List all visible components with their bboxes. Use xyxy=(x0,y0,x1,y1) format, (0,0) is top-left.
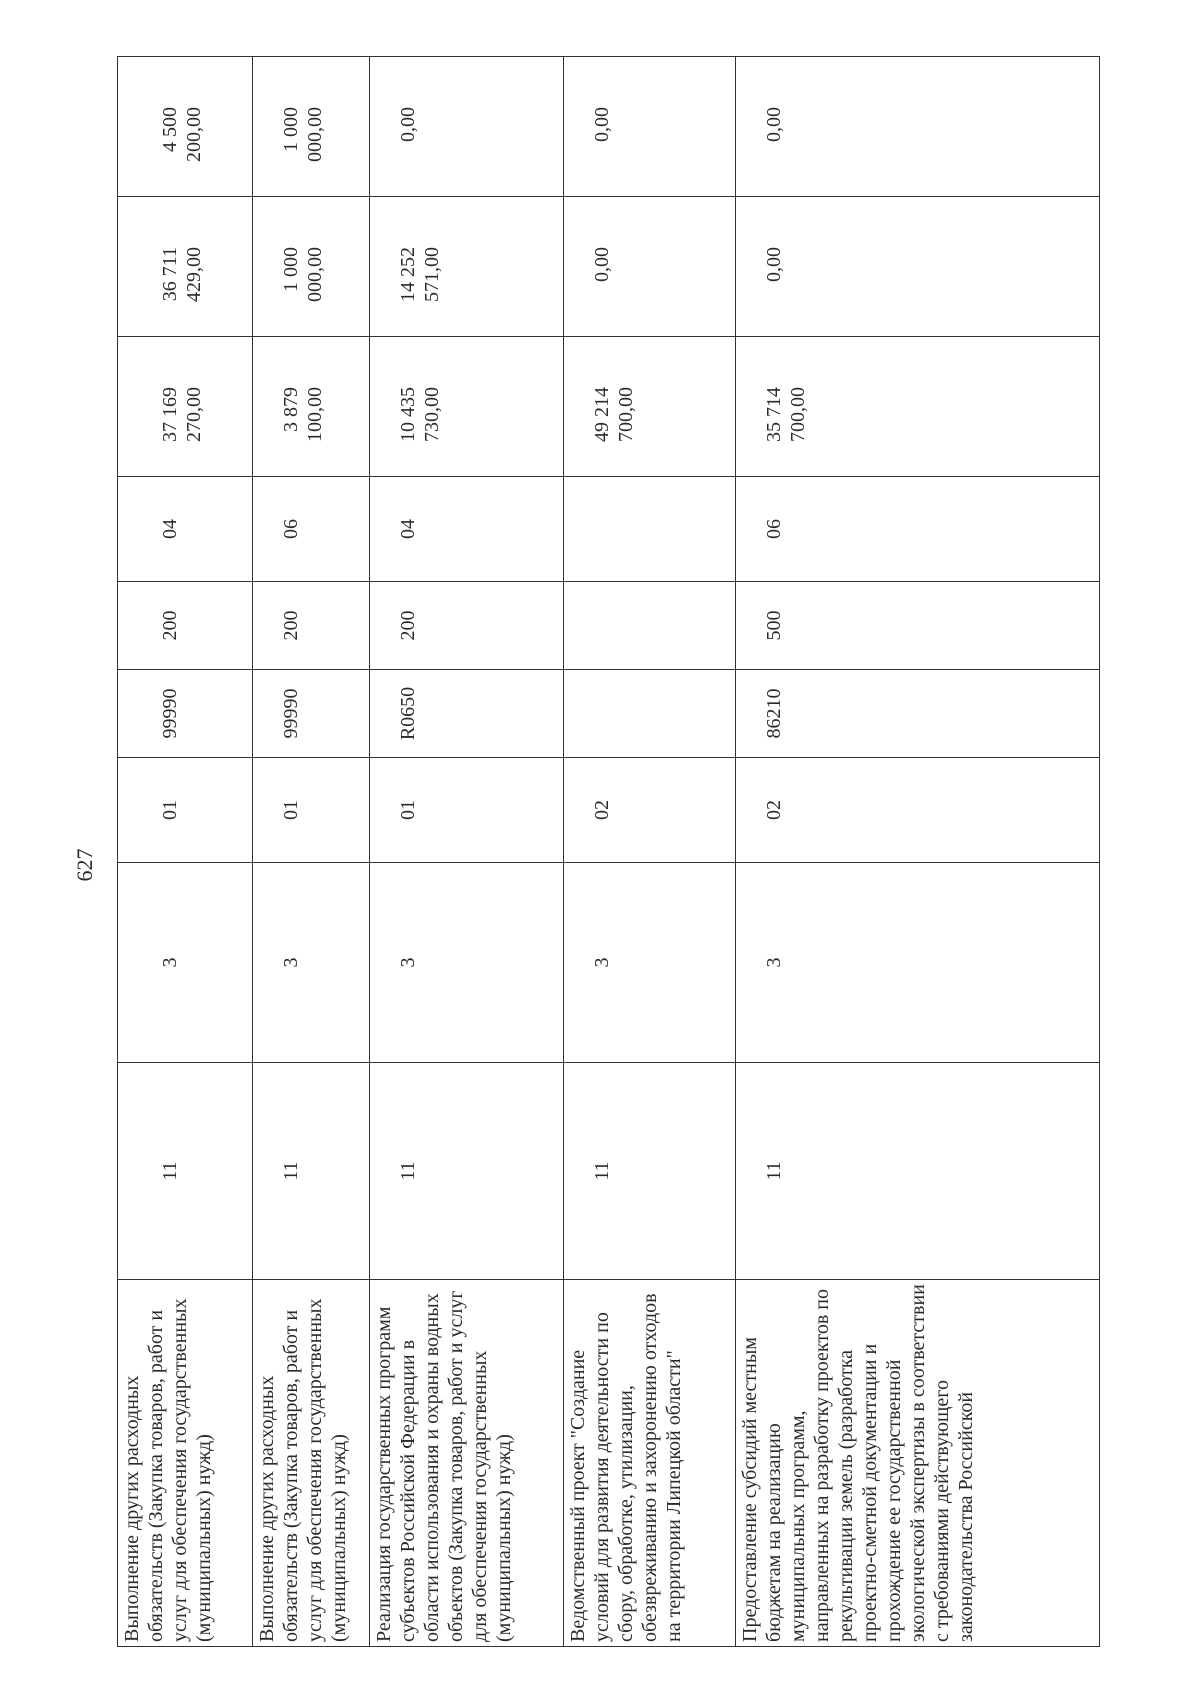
code-column-5: 500 xyxy=(736,582,1100,670)
code-column-2: 3 xyxy=(736,863,1100,1063)
code-column-1: 11 xyxy=(370,1063,564,1280)
code-column-5: 200 xyxy=(253,582,370,670)
row-description: Ведомственный проект "Создание условий для развития деятельности по сбору, обработке, утилизации, обезвреживанию и захоронению отходов на территории Липецкой области" xyxy=(564,1280,736,1647)
amount-1: 3 879 100,00 xyxy=(253,337,370,477)
row-description: Выполнение других расходных обязательств (Закупка товаров, работ и услуг для обеспечения государственных (муниципальных) нужд) xyxy=(253,1280,370,1647)
code-column-3: 01 xyxy=(370,758,564,863)
amount-2: 1 000 000,00 xyxy=(253,197,370,337)
code-column-1: 11 xyxy=(253,1063,370,1280)
row-description: Предоставление субсидий местным бюджетам на реализацию муниципальных программ, направленных на разработку проектов по рекультивации земель (разработка проектно-сметной документации и прохождение ее государственной экологической экспертизы в соответствии с требованиями действующего законодательства Российской xyxy=(736,1280,1100,1647)
budget-table-sheet xyxy=(117,57,1099,1647)
table-row xyxy=(118,57,253,1647)
amount-2: 0,00 xyxy=(736,197,1100,337)
amount-2: 14 252 571,00 xyxy=(370,197,564,337)
amount-2: 36 711 429,00 xyxy=(118,197,253,337)
code-column-3: 01 xyxy=(118,758,253,863)
rotated-table-wrapper xyxy=(117,57,1099,1647)
row-description: Выполнение других расходных обязательств (Закупка товаров, работ и услуг для обеспечения государственных (муниципальных) нужд) xyxy=(118,1280,253,1647)
code-column-2: 3 xyxy=(564,863,736,1063)
amount-1: 35 714 700,00 xyxy=(736,337,1100,477)
amount-1: 49 214 700,00 xyxy=(564,337,736,477)
budget-table xyxy=(117,56,1100,1647)
table-row xyxy=(253,57,370,1647)
code-column-3: 02 xyxy=(564,758,736,863)
code-column-4 xyxy=(564,670,736,758)
table-row xyxy=(736,57,1100,1647)
code-column-6: 06 xyxy=(253,477,370,582)
code-column-2: 3 xyxy=(118,863,253,1063)
code-column-1: 11 xyxy=(564,1063,736,1280)
amount-3: 1 000 000,00 xyxy=(253,57,370,197)
code-column-4: 86210 xyxy=(736,670,1100,758)
amount-3: 0,00 xyxy=(564,57,736,197)
amount-3: 4 500 200,00 xyxy=(118,57,253,197)
code-column-3: 01 xyxy=(253,758,370,863)
code-column-6: 06 xyxy=(736,477,1100,582)
code-column-3: 02 xyxy=(736,758,1100,863)
code-column-5: 200 xyxy=(118,582,253,670)
amount-1: 10 435 730,00 xyxy=(370,337,564,477)
code-column-4: R0650 xyxy=(370,670,564,758)
code-column-6 xyxy=(564,477,736,582)
code-column-6: 04 xyxy=(118,477,253,582)
amount-1: 37 169 270,00 xyxy=(118,337,253,477)
code-column-6: 04 xyxy=(370,477,564,582)
code-column-5 xyxy=(564,582,736,670)
table-row xyxy=(564,57,736,1647)
table-row xyxy=(370,57,564,1647)
row-description: Реализация государственных программ субъектов Российской Федерации в области использования и охраны водных объектов (Закупка товаров, работ и услуг для обеспечения государственных (муниципальных) нужд) xyxy=(370,1280,564,1647)
code-column-2: 3 xyxy=(253,863,370,1063)
code-column-4: 99990 xyxy=(118,670,253,758)
amount-2: 0,00 xyxy=(564,197,736,337)
code-column-1: 11 xyxy=(736,1063,1100,1280)
code-column-4: 99990 xyxy=(253,670,370,758)
code-column-1: 11 xyxy=(118,1063,253,1280)
page-number: 627 xyxy=(72,848,97,882)
amount-3: 0,00 xyxy=(370,57,564,197)
code-column-5: 200 xyxy=(370,582,564,670)
amount-3: 0,00 xyxy=(736,57,1100,197)
code-column-2: 3 xyxy=(370,863,564,1063)
